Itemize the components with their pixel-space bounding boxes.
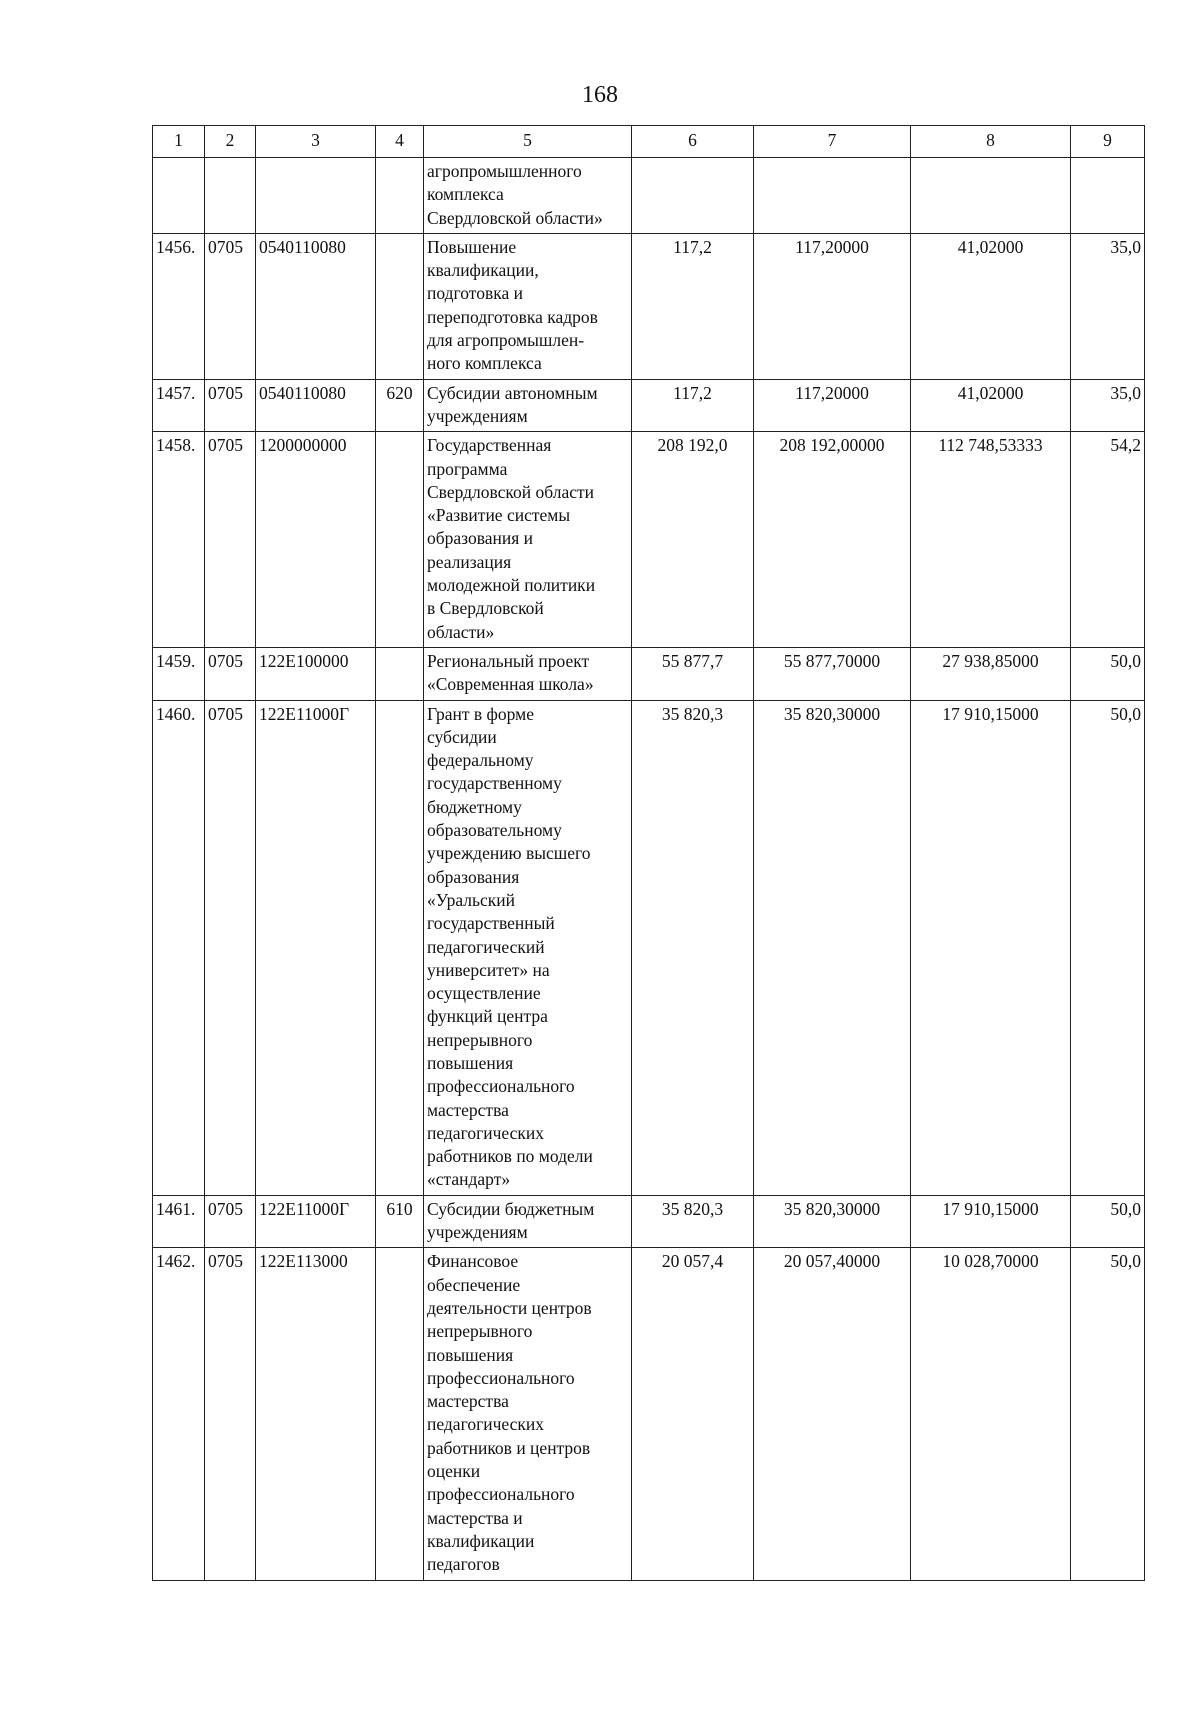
expense-type-cell [376,158,424,234]
header-cell-3: 3 [256,126,376,158]
header-cell-8: 8 [911,126,1071,158]
target-article-cell-text: 122E113000 [259,1251,348,1272]
amount-cell-8-text: 10 028,70000 [942,1251,1039,1272]
description-cell-text: Субсидии автономным учреждениям [427,382,598,426]
amount-cell-6 [632,647,754,700]
percent-cell-text: 50,0 [1110,703,1141,724]
target-article-cell [256,158,376,234]
amount-cell-8 [911,233,1071,379]
percent-cell [1071,233,1145,379]
percent-cell-text: 35,0 [1110,236,1141,257]
amount-cell-7 [754,233,911,379]
section-code-cell [205,1195,256,1248]
description-cell [424,158,632,234]
section-code-cell [205,158,256,234]
percent-cell-text: 54,2 [1110,435,1141,456]
description-cell-text: Повышение квалификации, подготовка и переподготовка кадров для агропромышлен- ного комплекса [427,236,598,374]
amount-cell-6-text: 55 877,7 [661,650,724,671]
description-cell-text: Государственная программа Свердловской области «Развитие системы образования и реализация молодежной политики в Свердловской области» [427,435,596,642]
row-number-cell [153,1195,205,1248]
target-article-cell [256,700,376,1195]
header-cell-7: 7 [754,126,911,158]
target-article-cell [256,1248,376,1580]
table-row [153,158,1145,234]
row-number-cell [153,379,205,432]
page-number [0,83,1200,107]
amount-cell-8-text: 17 910,15000 [942,1198,1039,1219]
row-number-cell-text: 1459. [156,650,196,671]
description-cell [424,432,632,648]
percent-cell [1071,700,1145,1195]
amount-cell-8-text: 27 938,85000 [942,650,1039,671]
percent-cell [1071,432,1145,648]
section-code-cell-text: 0705 [208,382,243,403]
row-number-cell-text: 1462. [156,1251,196,1272]
row-number-cell-text: 1461. [156,1198,196,1219]
header-cell-4: 4 [376,126,424,158]
description-cell [424,1248,632,1580]
table-row [153,700,1145,1195]
target-article-cell-text: 122E100000 [259,650,349,671]
section-code-cell-text: 0705 [208,703,243,724]
amount-cell-6-text: 35 820,3 [661,703,724,724]
header-cell-6: 6 [632,126,754,158]
target-article-cell [256,233,376,379]
expense-type-cell [376,700,424,1195]
amount-cell-8 [911,1248,1071,1580]
row-number-cell [153,158,205,234]
target-article-cell-text: 122E11000Г [259,1198,350,1219]
percent-cell-text: 50,0 [1110,1251,1141,1272]
expense-type-cell-text: 620 [386,382,413,403]
percent-cell [1071,647,1145,700]
amount-cell-6 [632,233,754,379]
row-number-cell-text: 1457. [156,382,196,403]
section-code-cell [205,700,256,1195]
amount-cell-7-text: 20 057,40000 [783,1251,881,1272]
section-code-cell-text: 0705 [208,650,243,671]
section-code-cell [205,233,256,379]
table-row [153,379,1145,432]
row-number-cell-text: 1458. [156,435,196,456]
amount-cell-6-text: 208 192,0 [657,435,728,456]
table-row [153,647,1145,700]
target-article-cell-text: 122E11000Г [259,703,350,724]
target-article-cell [256,647,376,700]
section-code-cell [205,432,256,648]
expense-type-cell [376,432,424,648]
header-cell-1: 1 [153,126,205,158]
amount-cell-6 [632,432,754,648]
amount-cell-7 [754,647,911,700]
amount-cell-6 [632,700,754,1195]
amount-cell-6 [632,158,754,234]
percent-cell-text: 50,0 [1110,1198,1141,1219]
amount-cell-7-text: 117,20000 [795,382,869,403]
expense-type-cell [376,1195,424,1248]
row-number-cell [153,1248,205,1580]
amount-cell-7-text: 55 877,70000 [783,650,881,671]
amount-cell-6 [632,1248,754,1580]
amount-cell-8-text: 112 748,53333 [938,435,1043,456]
amount-cell-8-text: 41,02000 [957,382,1024,403]
section-code-cell [205,647,256,700]
header-cell-2: 2 [205,126,256,158]
expense-type-cell [376,647,424,700]
percent-cell-text: 50,0 [1110,650,1141,671]
amount-cell-8 [911,647,1071,700]
row-number-cell [153,647,205,700]
row-number-cell [153,700,205,1195]
amount-cell-6-text: 117,2 [673,236,712,257]
amount-cell-8 [911,432,1071,648]
target-article-cell [256,1195,376,1248]
target-article-cell-text: 1200000000 [259,435,347,456]
amount-cell-7 [754,1195,911,1248]
description-cell-text: Региональный проект «Современная школа» [427,650,594,695]
amount-cell-6-text: 117,2 [673,382,712,403]
amount-cell-7 [754,1248,911,1580]
percent-cell [1071,1248,1145,1580]
section-code-cell-text: 0705 [208,236,243,257]
row-number-cell [153,432,205,648]
description-cell [424,1195,632,1248]
amount-cell-7 [754,700,911,1195]
table-row [153,1248,1145,1580]
expense-type-cell-text: 610 [386,1198,413,1219]
description-cell [424,647,632,700]
row-number-cell-text: 1460. [156,703,196,724]
percent-cell [1071,158,1145,234]
target-article-cell-text: 0540110080 [259,382,346,403]
section-code-cell [205,379,256,432]
amount-cell-7 [754,379,911,432]
description-cell-text: Субсидии бюджетным учреждениям [427,1198,595,1243]
section-code-cell [205,1248,256,1580]
description-cell [424,379,632,432]
section-code-cell-text: 0705 [208,1198,243,1219]
amount-cell-6 [632,379,754,432]
amount-cell-8 [911,700,1071,1195]
header-cell-5: 5 [424,126,632,158]
expense-type-cell [376,233,424,379]
table-body [153,126,1145,1581]
table-header-row [153,126,1145,158]
amount-cell-7 [754,158,911,234]
target-article-cell [256,379,376,432]
amount-cell-8 [911,158,1071,234]
description-cell-text: агропромышленного комплекса Свердловской области» [427,161,603,228]
description-cell-text: Грант в форме субсидии федеральному государственному бюджетному образовательному учреждению высшего образования «Уральский государственный педагогический университет» на осуществление функций центра непрерывного повышения профессионального мастерства педагогических работников по модели «стандарт» [427,703,593,1190]
amount-cell-6 [632,1195,754,1248]
row-number-cell-text: 1456. [156,236,196,257]
budget-table [152,125,1145,1581]
section-code-cell-text: 0705 [208,1251,243,1272]
table-row [153,233,1145,379]
amount-cell-8 [911,379,1071,432]
expense-type-cell [376,1248,424,1580]
amount-cell-7-text: 208 192,00000 [779,435,885,456]
table-row [153,1195,1145,1248]
target-article-cell-text: 0540110080 [259,236,346,257]
target-article-cell [256,432,376,648]
amount-cell-8-text: 17 910,15000 [942,703,1039,724]
amount-cell-7-text: 117,20000 [795,236,869,257]
amount-cell-8-text: 41,02000 [957,236,1024,257]
amount-cell-6-text: 35 820,3 [661,1198,724,1219]
amount-cell-6-text: 20 057,4 [661,1251,724,1272]
amount-cell-8 [911,1195,1071,1248]
expense-type-cell [376,379,424,432]
amount-cell-7 [754,432,911,648]
section-code-cell-text: 0705 [208,435,243,456]
description-cell [424,233,632,379]
amount-cell-7-text: 35 820,30000 [783,703,881,724]
percent-cell-text: 35,0 [1110,382,1141,403]
amount-cell-7-text: 35 820,30000 [783,1198,881,1219]
row-number-cell [153,233,205,379]
description-cell [424,700,632,1195]
table-row [153,432,1145,648]
percent-cell [1071,379,1145,432]
description-cell-text: Финансовое обеспечение деятельности центров непрерывного повышения профессионального мастерства педагогических работников и центров оценки профессионального мастерства и квалификации педагогов [427,1251,592,1575]
page-number-text: 168 [582,82,618,108]
header-cell-9: 9 [1071,126,1145,158]
percent-cell [1071,1195,1145,1248]
